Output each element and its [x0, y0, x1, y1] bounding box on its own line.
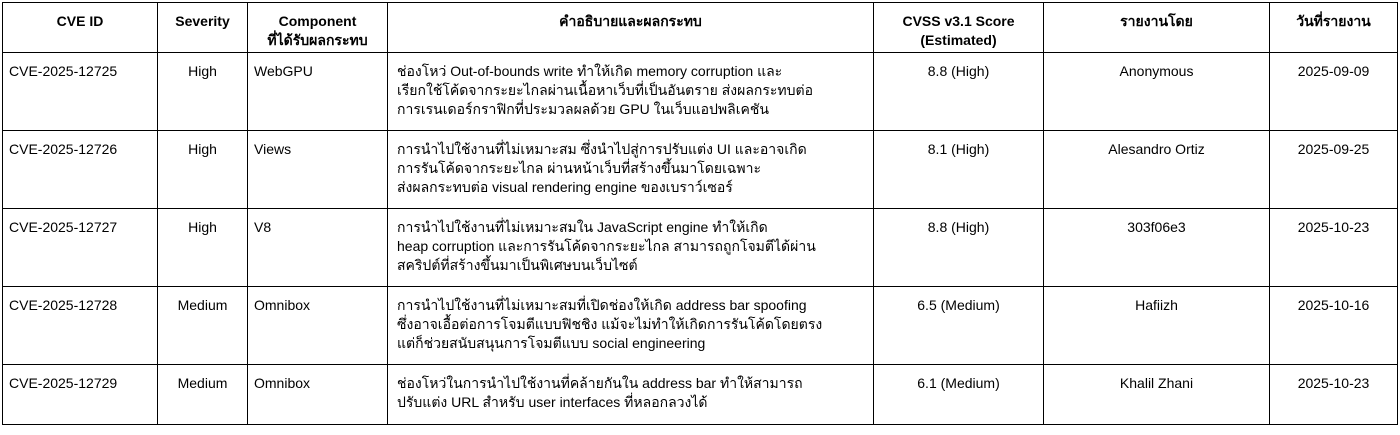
- header-severity: Severity: [158, 3, 248, 53]
- cell-reporter: Anonymous: [1044, 53, 1270, 131]
- cell-cve-id: CVE-2025-12725: [3, 53, 158, 131]
- cell-component: WebGPU: [248, 53, 388, 131]
- cell-date: 2025-10-16: [1270, 287, 1398, 365]
- description-line: การเรนเดอร์กราฟิกที่ประมวลผลด้วย GPU ในเว็บแอปพลิเคชัน: [397, 101, 769, 117]
- cell-severity: Medium: [158, 287, 248, 365]
- header-date: วันที่รายงาน: [1270, 3, 1398, 53]
- cell-date: 2025-10-23: [1270, 365, 1398, 425]
- cell-cvss: 8.8 (High): [874, 53, 1044, 131]
- table-row: [3, 53, 1398, 131]
- cell-date: 2025-09-09: [1270, 53, 1398, 131]
- cell-cve-id: CVE-2025-12726: [3, 131, 158, 209]
- table-row: [3, 365, 1398, 425]
- header-cvss-line1: CVSS v3.1 Score: [902, 13, 1015, 29]
- table-row: [3, 287, 1398, 365]
- description-line: เรียกใช้โค้ดจากระยะไกลผ่านเนื้อหาเว็บที่เป็นอันตราย ส่งผลกระทบต่อ: [397, 82, 814, 98]
- header-component-line2: ที่ได้รับผลกระทบ: [267, 32, 368, 48]
- cell-severity: Medium: [158, 365, 248, 425]
- cell-description: [388, 365, 874, 425]
- cell-component: Omnibox: [248, 287, 388, 365]
- cell-severity: High: [158, 131, 248, 209]
- table-row: [3, 131, 1398, 209]
- header-description: คำอธิบายและผลกระทบ: [388, 3, 874, 53]
- cell-cvss: 6.1 (Medium): [874, 365, 1044, 425]
- cell-component: Views: [248, 131, 388, 209]
- cell-reporter: 303f06e3: [1044, 209, 1270, 287]
- cell-cve-id: CVE-2025-12727: [3, 209, 158, 287]
- description-line: ช่องโหว่ในการนำไปใช้งานที่คล้ายกันใน address bar ทำให้สามารถ: [397, 375, 803, 391]
- cell-component: Omnibox: [248, 365, 388, 425]
- description-line: การรันโค้ดจากระยะไกล ผ่านหน้าเว็บที่สร้างขึ้นมาโดยเฉพาะ: [397, 160, 762, 176]
- cell-cve-id: CVE-2025-12729: [3, 365, 158, 425]
- cell-severity: High: [158, 209, 248, 287]
- description-line: ช่องโหว่ Out-of-bounds write ทำให้เกิด memory corruption และ: [397, 63, 783, 79]
- header-cve-id: CVE ID: [3, 3, 158, 53]
- description-line: แต่ก็ช่วยสนับสนุนการโจมตีแบบ social engineering: [397, 335, 706, 351]
- cell-date: 2025-09-25: [1270, 131, 1398, 209]
- cell-description: [388, 287, 874, 365]
- header-row: [3, 3, 1398, 53]
- description-line: การนำไปใช้งานที่ไม่เหมาะสมที่เปิดช่องให้เกิด address bar spoofing: [397, 297, 807, 313]
- header-component: [248, 3, 388, 53]
- cell-cvss: 6.5 (Medium): [874, 287, 1044, 365]
- cell-reporter: Alesandro Ortiz: [1044, 131, 1270, 209]
- cell-cve-id: CVE-2025-12728: [3, 287, 158, 365]
- cell-cvss: 8.1 (High): [874, 131, 1044, 209]
- cell-description: [388, 53, 874, 131]
- description-line: การนำไปใช้งานที่ไม่เหมาะสม ซึ่งนำไปสู่การปรับแต่ง UI และอาจเกิด: [397, 141, 807, 157]
- table-row: [3, 209, 1398, 287]
- cell-component: V8: [248, 209, 388, 287]
- cell-description: [388, 209, 874, 287]
- cell-date: 2025-10-23: [1270, 209, 1398, 287]
- description-line: ซึ่งอาจเอื้อต่อการโจมตีแบบฟิชชิง แม้จะไม่ทำให้เกิดการรันโค้ดโดยตรง: [397, 316, 823, 332]
- description-line: heap corruption และการรันโค้ดจากระยะไกล สามารถถูกโจมตีได้ผ่าน: [397, 238, 816, 254]
- cve-table: [2, 2, 1398, 425]
- header-cvss-line2: (Estimated): [920, 32, 997, 48]
- cell-description: [388, 131, 874, 209]
- description-line: สคริปต์ที่สร้างขึ้นมาเป็นพิเศษบนเว็บไซต์: [397, 257, 638, 273]
- cell-severity: High: [158, 53, 248, 131]
- header-reporter: รายงานโดย: [1044, 3, 1270, 53]
- cell-cvss: 8.8 (High): [874, 209, 1044, 287]
- description-line: ปรับแต่ง URL สำหรับ user interfaces ที่หลอกลวงได้: [397, 394, 708, 410]
- description-line: การนำไปใช้งานที่ไม่เหมาะสมใน JavaScript engine ทำให้เกิด: [397, 219, 768, 235]
- cell-reporter: Khalil Zhani: [1044, 365, 1270, 425]
- header-cvss: [874, 3, 1044, 53]
- cell-reporter: Hafiizh: [1044, 287, 1270, 365]
- description-line: ส่งผลกระทบต่อ visual rendering engine ของเบราว์เซอร์: [397, 179, 733, 195]
- header-component-line1: Component: [278, 13, 357, 29]
